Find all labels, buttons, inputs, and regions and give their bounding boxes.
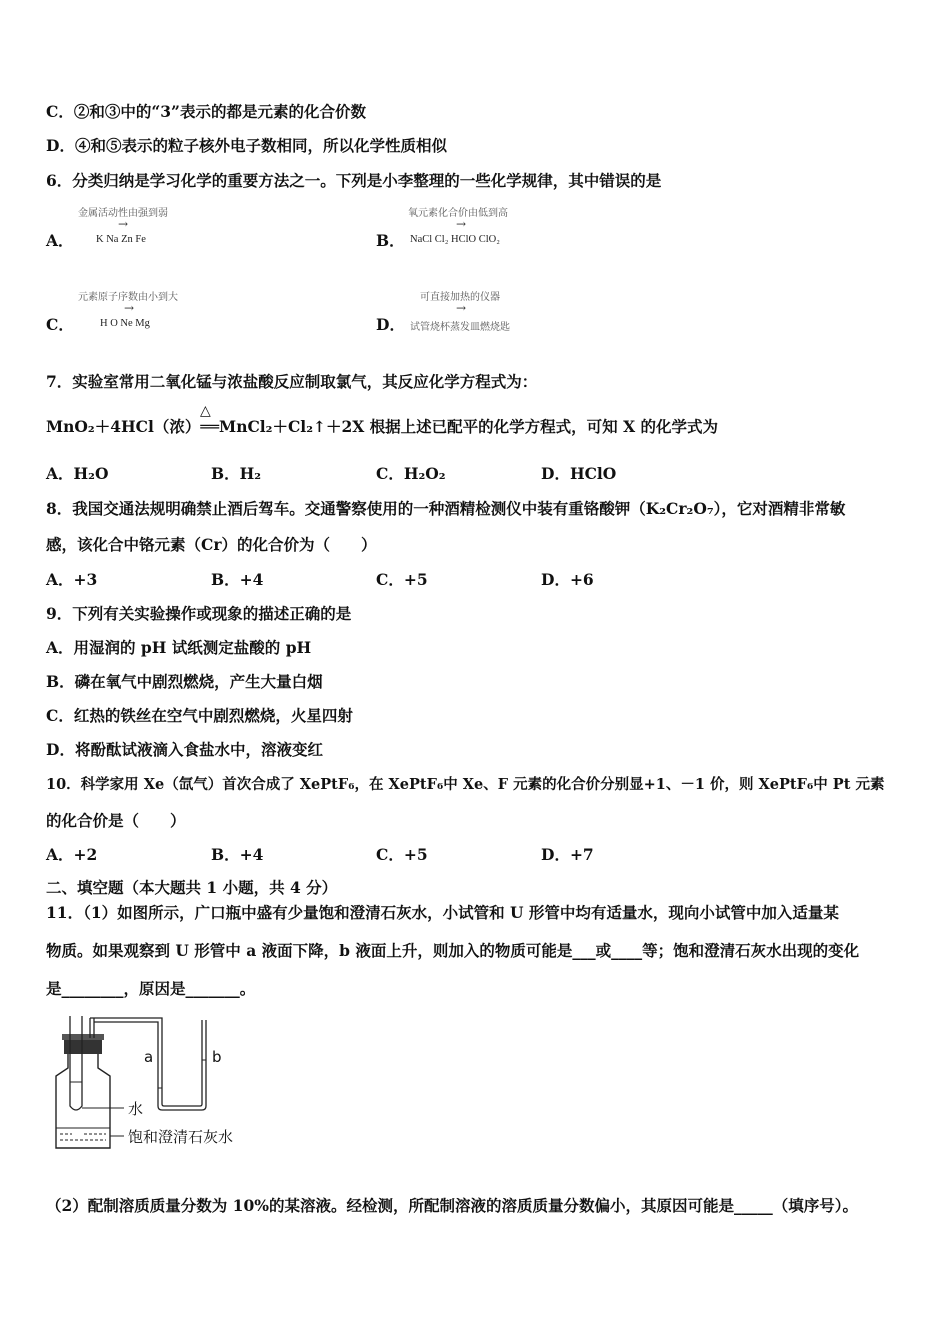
q5-option-d: D．④和⑤表示的粒子核外电子数相同，所以化学性质相似	[46, 136, 447, 155]
label-b: b	[212, 1048, 222, 1066]
label-water: 水	[128, 1100, 144, 1118]
section-2-heading: 二、填空题（本大题共 1 小题，共 4 分）	[46, 878, 338, 897]
q11-stem-1: 11．（1）如图所示，广口瓶中盛有少量饱和澄清石灰水，小试管和 U 形管中均有适量水，现向小试管中加入适量某	[46, 903, 839, 922]
q6-stem: 6．分类归纳是学习化学的重要方法之一。下列是小李整理的一些化学规律，其中错误的是	[46, 171, 662, 190]
q11-stem-2: 物质。如果观察到 U 形管中 a 液面下降，b 液面上升，则加入的物质可能是___或____等；饱和澄清石灰水出现的变化	[46, 941, 860, 960]
q9-option-a: A．用湿润的 pH 试纸测定盐酸的 pH	[46, 638, 312, 657]
heat-symbol: △	[200, 403, 211, 419]
label-a: a	[144, 1048, 154, 1066]
apparatus-figure	[40, 1010, 270, 1155]
q8-stem-2: 感，该化合中铬元素（Cr）的化合价为（ ）	[46, 535, 377, 554]
q11-part-2: （2）配制溶质质量分数为 10%的某溶液。经检测，所配制溶液的溶质质量分数偏小，其原因可能是_____（填序号）。	[46, 1196, 858, 1215]
q9-stem: 9．下列有关实验操作或现象的描述正确的是	[46, 604, 352, 623]
q10-stem-1: 10．科学家用 Xe（氙气）首次合成了 XePtF₆，在 XePtF₆中 Xe、F 元素的化合价分别显+1、－1 价，则 XePtF₆中 Pt 元素	[46, 776, 885, 793]
q9-option-c: C．红热的铁丝在空气中剧烈燃烧，火星四射	[46, 706, 353, 725]
q5-option-c: C．②和③中的“3”表示的都是元素的化合价数	[46, 102, 366, 121]
label-limewater: 饱和澄清石灰水	[128, 1128, 234, 1146]
q9-option-d: D．将酚酞试液滴入食盐水中，溶液变红	[46, 740, 323, 759]
q10-stem-2: 的化合价是（ ）	[46, 811, 186, 830]
q7-equation: MnO₂＋4HCl（浓）══MnCl₂＋Cl₂↑＋2X 根据上述已配平的化学方程式，可知 X 的化学式为	[46, 417, 719, 436]
q9-option-b: B．磷在氧气中剧烈燃烧，产生大量白烟	[46, 672, 323, 691]
q7-stem: 7．实验室常用二氧化锰与浓盐酸反应制取氯气，其反应化学方程式为：	[46, 372, 538, 391]
q8-stem-1: 8．我国交通法规明确禁止酒后驾车。交通警察使用的一种酒精检测仪中装有重铬酸钾（K₂Cr₂O₇），它对酒精非常敏	[46, 499, 846, 518]
q11-stem-3: 是________，原因是_______。	[46, 979, 256, 998]
